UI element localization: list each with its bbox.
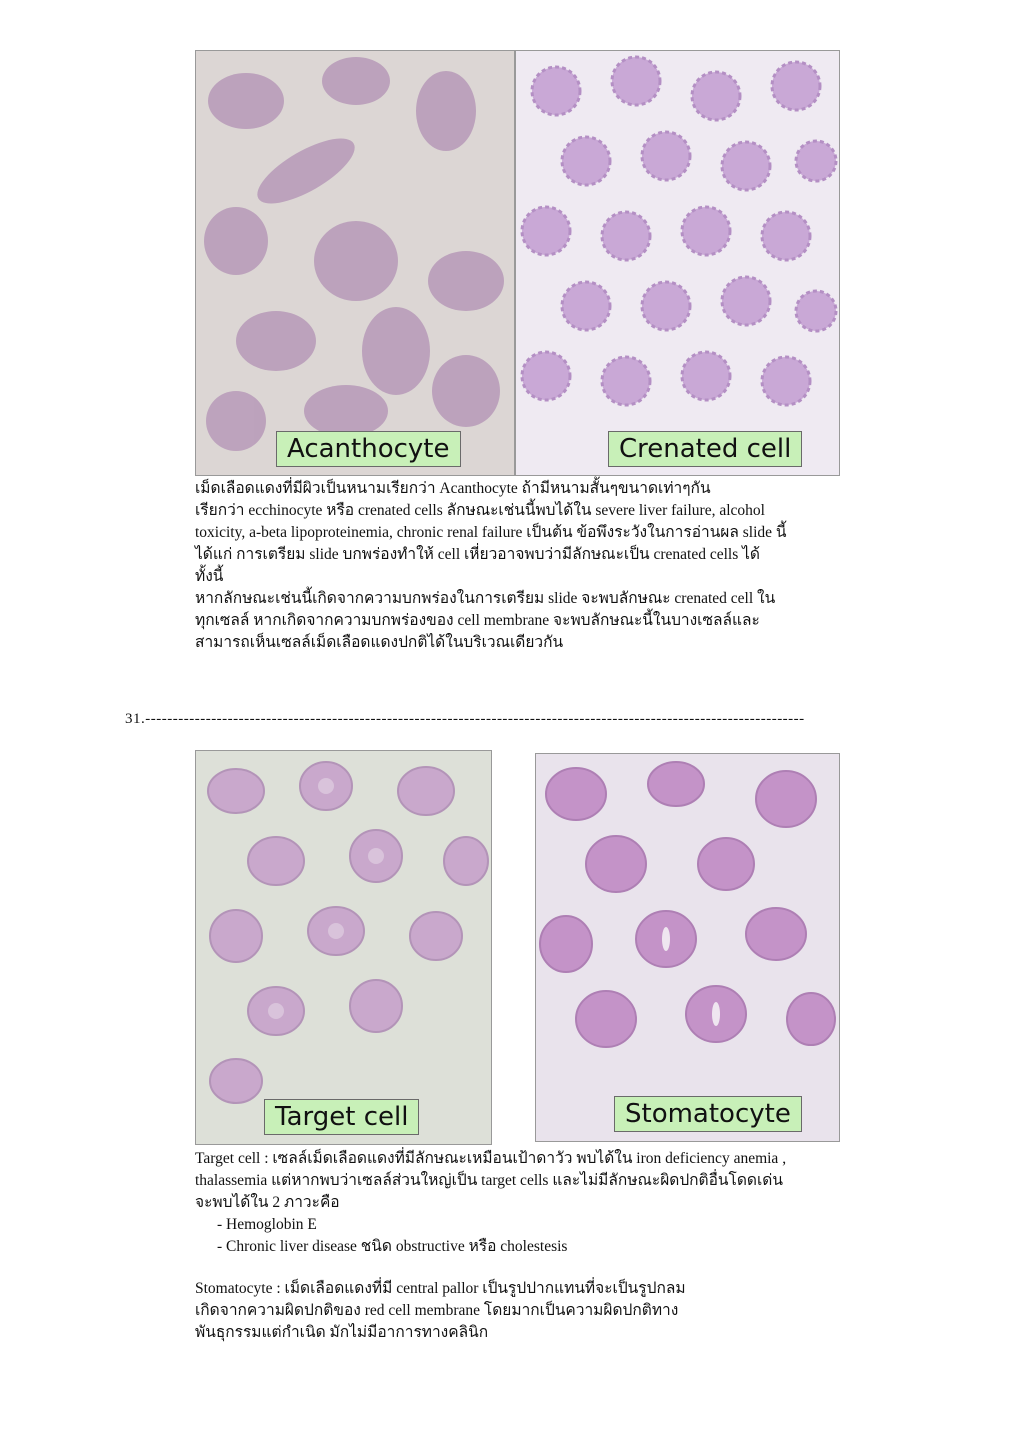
text-line: พันธุกรรมแต่กำเนิด มักไม่มีอาการทางคลินิก: [195, 1324, 489, 1341]
acanthocyte-label: Acanthocyte: [276, 431, 461, 467]
stomatocyte-label: Stomatocyte: [614, 1096, 802, 1132]
text-line: Target cell : เซลล์เม็ดเลือดแดงที่มีลักษณะเหมือนเป้าดาวัว พบได้ใน iron deficiency anemia ,: [195, 1150, 787, 1167]
text-line: Stomatocyte : เม็ดเลือดแดงที่มี central pallor เป็นรูปปากแทนที่จะเป็นรูปกลม: [195, 1280, 686, 1297]
text-line: ทุกเซลล์ หากเกิดจากความบกพร่องของ cell membrane จะพบลักษณะนี้ในบางเซลล์และ: [195, 612, 760, 629]
list-item: - Hemoglobin E: [217, 1214, 835, 1236]
text-line: เกิดจากความผิดปกติของ red cell membrane โดยมากเป็นความผิดปกติทาง: [195, 1302, 679, 1319]
acanthocyte-cells: [196, 51, 514, 475]
text-line: สามารถเห็นเซลล์เม็ดเลือดแดงปกติได้ในบริเวณเดียวกัน: [195, 634, 564, 651]
condition-list: [195, 1214, 835, 1258]
text-line: หากลักษณะเช่นนี้เกิดจากความบกพร่องในการเตรียม slide จะพบลักษณะ crenated cell ใน: [195, 590, 776, 607]
text-line: จะพบได้ใน 2 ภาวะคือ: [195, 1194, 340, 1211]
target-cell-label: Target cell: [264, 1099, 419, 1135]
crenated-cell-micrograph: [515, 50, 840, 476]
list-item: - Chronic liver disease ชนิด obstructive หรือ cholestesis: [217, 1236, 835, 1258]
text-line: toxicity, a-beta lipoproteinemia, chronic renal failure เป็นต้น ข้อพึงระวังในการอ่านผล slide นี้: [195, 524, 787, 541]
crenated-cell-label: Crenated cell: [608, 431, 802, 467]
target-stomatocyte-description: [195, 1148, 835, 1344]
text-line: เม็ดเลือดแดงที่มีผิวเป็นหนามเรียกว่า Acanthocyte ถ้ามีหนามสั้นๆขนาดเท่าๆกัน: [195, 480, 711, 497]
crenated-cells: [516, 51, 839, 475]
stomatocyte-micrograph: [535, 753, 840, 1142]
target-cell-micrograph: [195, 750, 492, 1145]
text-line: ทั้งนี้: [195, 568, 224, 585]
section-separator: 31.------------------------------------------------------------------------------------------------------------------------: [125, 711, 805, 727]
text-line: ได้แก่ การเตรียม slide บกพร่องทำให้ cell เหี่ยวอาจพบว่ามีลักษณะเป็น crenated cells ได้: [195, 546, 761, 563]
acanthocyte-micrograph: [195, 50, 515, 476]
text-line: thalassemia แต่หากพบว่าเซลล์ส่วนใหญ่เป็น target cells และไม่มีลักษณะผิดปกติอื่นโดดเด่น: [195, 1172, 783, 1189]
acanthocyte-description: [195, 478, 835, 654]
target-cells: [196, 751, 491, 1144]
text-line: เรียกว่า ecchinocyte หรือ crenated cells ลักษณะเช่นนี้พบได้ใน severe liver failure, alcohol: [195, 502, 765, 519]
stomatocyte-cells: [536, 754, 839, 1141]
